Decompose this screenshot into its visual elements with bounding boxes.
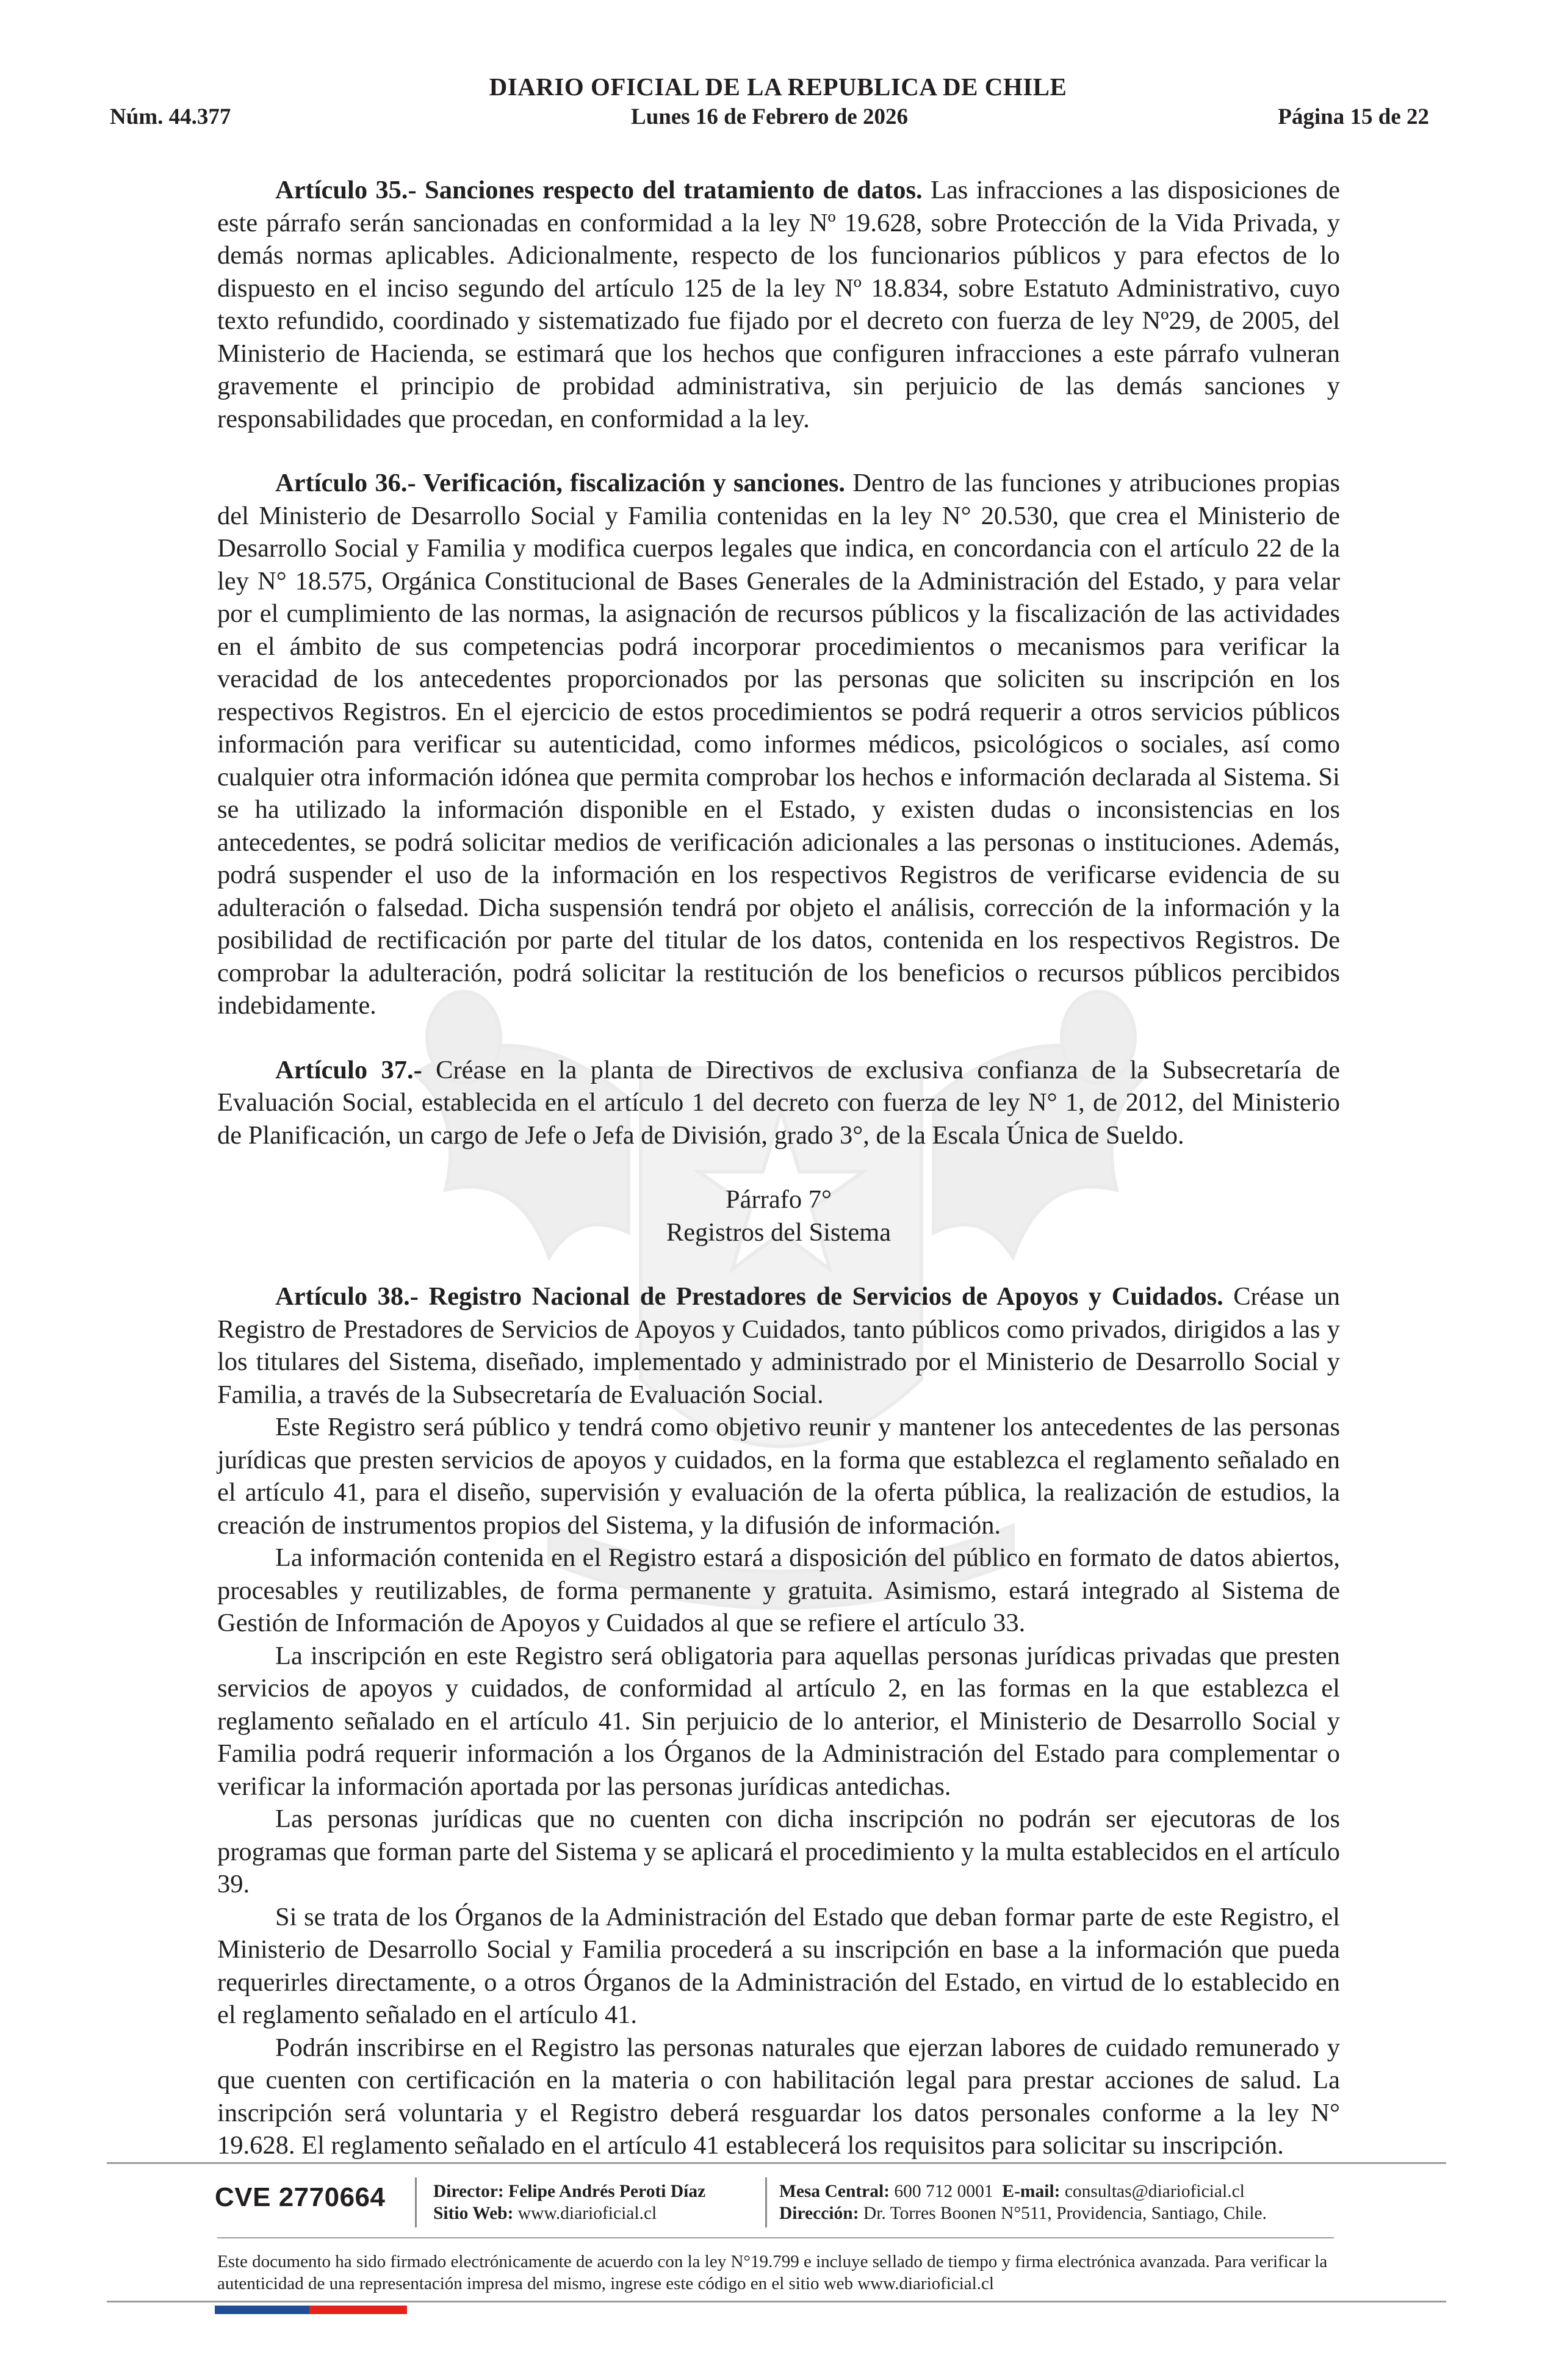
article-38-title: Artículo 38.- Registro Nacional de Prestadores de Servicios de Apoyos y Cuidados. <box>275 1282 1223 1311</box>
flag-stripe-red <box>309 2306 407 2314</box>
article-38-paragraph: Podrán inscribirse en el Registro las personas naturales que ejerzan labores de cuidado remunerado y que cuenten con certificación en la materia o con habilitación legal para prestar acciones de salud. La inscripción será voluntaria y el Registro deberá resguardar los datos personales conforme a la ley N° 19.628. El reglamento señalado en el artículo 41 establecerá los requisitos para solicitar su inscripción. <box>217 2033 1340 2160</box>
mesa-label: Mesa Central: <box>779 2182 890 2201</box>
address-text: Dr. Torres Boonen N°511, Providencia, Santiago, Chile. <box>863 2204 1267 2223</box>
website-link[interactable]: www.diarioficial.cl <box>517 2204 657 2223</box>
article-36-title: Artículo 36.- Verificación, fiscalización y sanciones. <box>275 469 846 497</box>
website-label: Sitio Web: <box>433 2204 514 2223</box>
signature-notice: Este documento ha sido firmado electrónicamente de acuerdo con la ley N°19.799 e incluye sellado de tiempo y firma electrónica avanzada. Para verificar la autenticidad de una representación impresa del mismo, ingrese este código en el sitio web www.diarioficial.cl <box>217 2252 1328 2293</box>
footer-divider <box>107 2301 1446 2302</box>
article-35-text: Las infracciones a las disposiciones de este párrafo serán sancionadas en conformidad a la ley Nº 19.628, sobre Protección de la Vida Privada, y demás normas aplicables. Adicionalmente, respecto de los funcionarios públicos y para efectos de lo dispuesto en el inciso segundo del artículo 125 de la ley Nº 18.834, sobre Estatuto Administrativo, cuyo texto refundido, coordinado y sistematizado fue fijado por el decreto con fuerza de ley Nº29, de 2005, del Ministerio de Hacienda, se estimará que los hechos que configuren infracciones a este párrafo vulneran gravemente el principio de probidad administrativa, sin perjuicio de las demás sanciones y responsabilidades que procedan, en conformidad a la ley. <box>217 176 1340 433</box>
footer-separator <box>415 2177 417 2227</box>
email-link[interactable]: consultas@diarioficial.cl <box>1064 2182 1245 2201</box>
article-38 <box>217 1280 1340 1411</box>
section-title: Registros del Sistema <box>666 1217 891 1247</box>
issue-number: Núm. 44.377 <box>110 104 231 129</box>
mesa-phone: 600 712 0001 <box>894 2182 993 2201</box>
article-38-paragraph: Las personas jurídicas que no cuenten con dicha inscripción no podrán ser ejecutoras de los programas que forman parte del Sistema y se aplicará el procedimiento y la multa establecidos en el artículo 39. <box>217 1805 1340 1899</box>
section-heading <box>217 1183 1340 1249</box>
director-label: Director: <box>433 2182 504 2201</box>
email-label: E-mail: <box>1002 2182 1061 2201</box>
address-label: Dirección: <box>779 2204 859 2223</box>
document-body <box>217 174 1340 2162</box>
director-name: Felipe Andrés Peroti Díaz <box>508 2182 706 2201</box>
article-36-text: Dentro de las funciones y atribuciones propias del Ministerio de Desarrollo Social y Familia contenidas en la ley N° 20.530, que crea el Ministerio de Desarrollo Social y Familia y modifica cuerpos legales que indica, en concordancia con el artículo 22 de la ley N° 18.575, Orgánica Constitucional de Bases Generales de la Administración del Estado, y para velar por el cumplimiento de las normas, la asignación de recursos públicos y la fiscalización de las actividades en el ámbito de sus competencias podrá incorporar procedimientos o mecanismos para verificar la veracidad de los antecedentes proporcionados por las personas que soliciten su inscripción en los respectivos Registros. En el ejercicio de estos procedimientos se podrá requerir a otros servicios públicos información para verificar su autenticidad, como informes médicos, psicológicos o sociales, así como cualquier otra información idónea que permita comprobar los hechos e información declarada al Sistema. Si se ha utilizado la información disponible en el Estado, y existen dudas o inconsistencias en los antecedentes, se podrá solicitar medios de verificación adicionales a las personas o instituciones. Además, podrá suspender el uso de la información en los respectivos Registros de verificarse evidencia de su adulteración o falsedad. Dicha suspensión tendrá por objeto el análisis, corrección de la información y la posibilidad de rectificación por parte del titular de los datos, contenida en los respectivos Registros. De comprobar la adulteración, podrá solicitar la restitución de los beneficios o recursos públicos percibidos indebidamente. <box>217 469 1340 1020</box>
article-36 <box>217 467 1340 1022</box>
article-35-title: Artículo 35.- Sanciones respecto del tratamiento de datos. <box>275 176 923 204</box>
footer-separator <box>765 2177 767 2227</box>
article-38-paragraph: Este Registro será público y tendrá como objetivo reunir y mantener los antecedentes de las personas jurídicas que presten servicios de apoyos y cuidados, en la forma que establezca el reglamento señalado en el artículo 41, para el diseño, supervisión y evaluación de la oferta pública, la realización de estudios, la creación de instrumentos propios del Sistema, y la difusión de información. <box>217 1413 1340 1540</box>
article-37 <box>217 1054 1340 1152</box>
page-number: Página 15 de 22 <box>1278 104 1429 129</box>
flag-stripe-blue <box>215 2306 309 2314</box>
masthead-title: DIARIO OFICIAL DE LA REPUBLICA DE CHILE <box>489 73 1067 101</box>
article-38-text: Créase un Registro de Prestadores de Servicios de Apoyos y Cuidados, tanto públicos como privados, dirigidos a las y los titulares del Sistema, diseñado, implementado y administrado por el Ministerio de Desarrollo Social y Familia, a través de la Subsecretaría de Evaluación Social. <box>217 1282 1340 1409</box>
article-38-paragraph: Si se trata de los Órganos de la Administración del Estado que deban formar parte de este Registro, el Ministerio de Desarrollo Social y Familia procederá a su inscripción en base a la información que pueda requerirles directamente, o a otros Órganos de la Administración del Estado, en virtud de lo establecido en el reglamento señalado en el artículo 41. <box>217 1902 1340 2029</box>
issue-date: Lunes 16 de Febrero de 2026 <box>631 104 908 129</box>
article-35 <box>217 174 1340 435</box>
article-38-paragraph: La información contenida en el Registro estará a disposición del público en formato de datos abiertos, procesables y reutilizables, de forma permanente y gratuita. Asimismo, estará integrado al Sistema de Gestión de Información de Apoyos y Cuidados al que se refiere el artículo 33. <box>217 1543 1340 1637</box>
article-37-text: Créase en la planta de Directivos de exclusiva confianza de la Subsecretaría de Evaluación Social, establecida en el artículo 1 del decreto con fuerza de ley N° 1, de 2012, del Ministerio de Planificación, un cargo de Jefe o Jefa de División, grado 3°, de la Escala Única de Sueldo. <box>217 1055 1340 1150</box>
footer-director-block <box>433 2180 705 2224</box>
article-38-paragraph: La inscripción en este Registro será obligatoria para aquellas personas jurídicas privadas que presten servicios de apoyos y cuidados, de conformidad al artículo 2, en las formas en la que establezca el reglamento señalado en el artículo 41. Sin perjuicio de lo anterior, el Ministerio de Desarrollo Social y Familia podrá requerir información a los Órganos de la Administración del Estado para complementar o verificar la información aportada por las personas jurídicas antedichas. <box>217 1641 1340 1801</box>
footer-divider <box>107 2162 1446 2164</box>
page-header <box>110 104 1429 134</box>
footer-contact-block <box>779 2180 1267 2224</box>
section-number: Párrafo 7° <box>726 1185 832 1214</box>
footer-divider <box>217 2237 1334 2238</box>
article-37-title: Artículo 37.- <box>275 1055 422 1084</box>
cve-code: CVE 2770664 <box>215 2182 386 2212</box>
